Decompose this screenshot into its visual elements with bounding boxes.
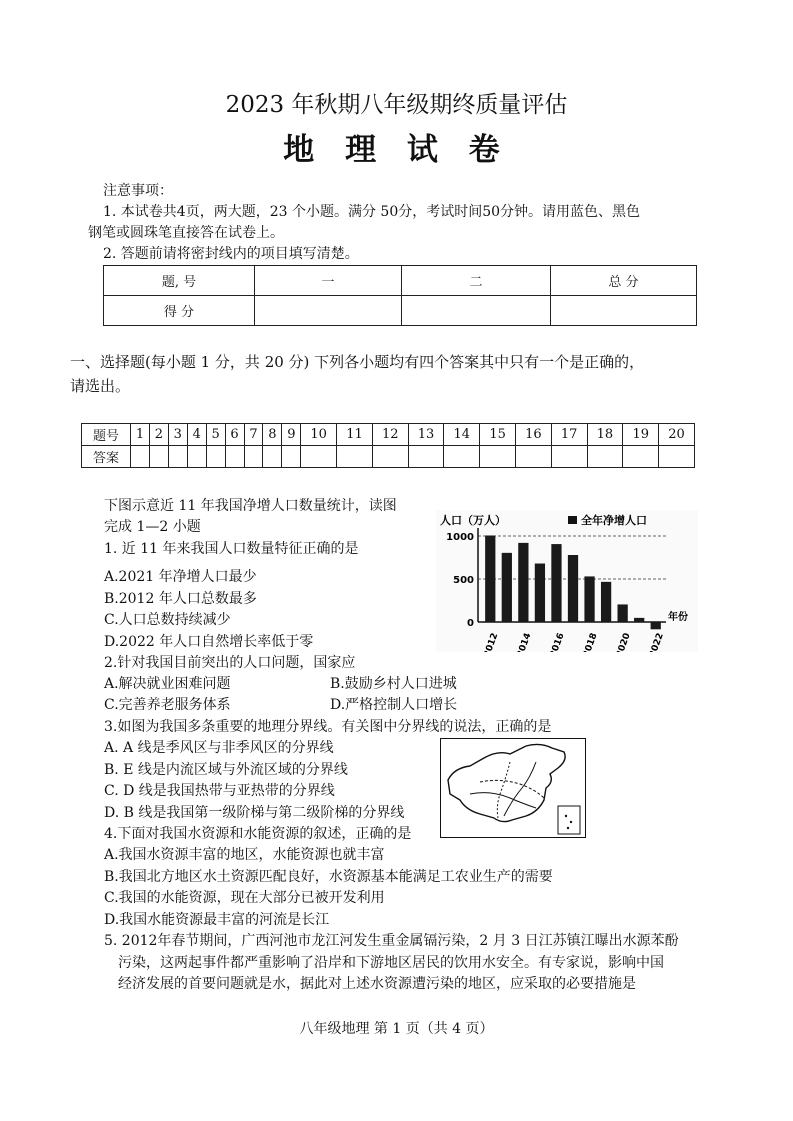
section1-line2: 请选出。 <box>70 377 131 395</box>
q2-stem: 2.针对我国目前突出的人口问题，国家应 <box>104 655 356 671</box>
question-number-cell: 11 <box>337 424 373 446</box>
q1-option-d: D.2022 年人口自然增长率低于零 <box>104 634 314 650</box>
question-number-cell: 16 <box>515 424 551 446</box>
q5-line3: 经济发展的首要问题就是水，据此对上述水资源遭污染的地区，应采取的必要措施是 <box>118 976 636 992</box>
x-tick-label: 2020 <box>614 631 633 652</box>
y-tick-label: 1000 <box>446 532 474 543</box>
population-bar <box>518 543 528 622</box>
score-header-cell: 题, 号 <box>104 266 255 296</box>
question-number-cell: 13 <box>408 424 444 446</box>
q1-stem: 1. 近 11 年来我国人口数量特征正确的是 <box>104 541 359 557</box>
answer-input-cell[interactable] <box>168 446 187 468</box>
china-map-svg <box>440 738 586 838</box>
answer-input-cell[interactable] <box>282 446 301 468</box>
answer-input-cell[interactable] <box>187 446 206 468</box>
q3-option-a: A. A 线是季风区与非季风区的分界线 <box>104 740 334 756</box>
score-row <box>104 296 697 326</box>
q4-option-b: B.我国北方地区水土资源匹配良好，水资源基本能满足工农业生产的需要 <box>104 869 553 885</box>
score-input-cell[interactable] <box>402 296 551 326</box>
q2-option-b: B.鼓励乡村人口进城 <box>330 676 457 692</box>
question-number-cell: 17 <box>551 424 587 446</box>
score-row-label: 得 分 <box>104 296 255 326</box>
answer-input-cell[interactable] <box>623 446 659 468</box>
population-chart-svg <box>436 510 698 652</box>
q2-option-a: A.解决就业困难问题 <box>104 676 231 692</box>
score-input-cell[interactable] <box>255 296 402 326</box>
population-bar <box>634 618 644 622</box>
question-number-cell: 19 <box>623 424 659 446</box>
question-number-cell: 14 <box>444 424 480 446</box>
question-number-cell: 9 <box>282 424 301 446</box>
answer-table <box>81 423 695 468</box>
q4-option-c: C.我国的水能资源，现在大部分已被开发利用 <box>104 890 385 906</box>
score-input-cell[interactable] <box>551 296 697 326</box>
population-bar <box>651 622 661 629</box>
answer-number-row <box>82 424 695 446</box>
y-tick-label: 0 <box>467 618 474 629</box>
legend-label: 全年净增人口 <box>581 514 647 527</box>
answer-input-cell[interactable] <box>244 446 263 468</box>
answer-input-cell[interactable] <box>408 446 444 468</box>
q5-line1: 5. 2012年春节期间，广西河池市龙江河发生重金属镉污染，2 月 3 日江苏镇江曝出水源苯酚 <box>104 933 679 949</box>
q4-option-a: A.我国水资源丰富的地区，水能资源也就丰富 <box>104 847 385 863</box>
question-number-cell: 4 <box>187 424 206 446</box>
q2-option-c: C.完善养老服务体系 <box>104 697 231 713</box>
answer-input-cell[interactable] <box>587 446 623 468</box>
x-tick-label: 2012 <box>482 631 501 652</box>
population-bar <box>584 576 594 622</box>
q2-option-d: D.严格控制人口增长 <box>330 697 458 713</box>
question-number-cell: 8 <box>263 424 282 446</box>
question-number-cell: 5 <box>206 424 225 446</box>
score-table <box>103 265 697 326</box>
q1-option-a: A.2021 年净增人口最少 <box>104 569 257 585</box>
population-bar <box>601 582 611 622</box>
answer-input-cell[interactable] <box>480 446 516 468</box>
question-number-cell: 6 <box>225 424 244 446</box>
answer-row-label: 答案 <box>82 446 131 468</box>
section1-line1: 一、选择题(每小题 1 分，共 20 分) 下列各小题均有四个答案其中只有一个是正确的， <box>70 353 645 371</box>
q5-line2: 污染，这两起事件都严重影响了沿岸和下游地区居民的饮用水安全。有专家说，影响中国 <box>118 955 664 971</box>
answer-input-cell[interactable] <box>206 446 225 468</box>
population-bar <box>535 564 545 622</box>
x-tick-label: 2014 <box>515 631 534 652</box>
q4-stem: 4.下面对我国水资源和水能资源的叙述，正确的是 <box>104 826 412 842</box>
q3-stem: 3.如图为我国多条重要的地理分界线。有关图中分界线的说法，正确的是 <box>104 719 552 735</box>
q4-option-d: D.我国水能资源最丰富的河流是长江 <box>104 912 330 928</box>
y-axis-label: 人口（万人） <box>440 514 506 527</box>
answer-input-cell[interactable] <box>263 446 282 468</box>
answer-input-cell[interactable] <box>225 446 244 468</box>
population-bar <box>485 535 495 622</box>
score-header-cell: 一 <box>255 266 402 296</box>
answer-input-cell[interactable] <box>659 446 695 468</box>
notes-line1b: 钢笔或圆珠笔直接答在试卷上。 <box>88 225 284 241</box>
exam-title: 2023 年秋期八年级期终质量评估 <box>225 92 568 118</box>
population-bar <box>568 555 578 622</box>
question-number-cell: 3 <box>168 424 187 446</box>
answer-row <box>82 446 695 468</box>
question-number-cell: 20 <box>659 424 695 446</box>
score-header-row <box>104 266 697 296</box>
page-footer: 八年级地理 第 1 页（共 4 页） <box>299 1021 494 1037</box>
answer-input-cell[interactable] <box>131 446 150 468</box>
notes-line2: 2. 答题前请将密封线内的项目填写清楚。 <box>103 246 359 262</box>
answer-input-cell[interactable] <box>444 446 480 468</box>
legend-swatch <box>568 516 577 524</box>
question-number-cell: 18 <box>587 424 623 446</box>
population-bar <box>551 544 561 622</box>
population-bar <box>502 553 512 622</box>
q1-option-b: B.2012 年人口总数最多 <box>104 591 257 607</box>
answer-number-label: 题号 <box>82 424 131 446</box>
population-bar <box>618 604 628 622</box>
question-number-cell: 2 <box>149 424 168 446</box>
score-header-cell: 二 <box>402 266 551 296</box>
subject-title: 地 理 试 卷 <box>283 132 510 168</box>
answer-input-cell[interactable] <box>372 446 408 468</box>
q3-option-c: C. D 线是我国热带与亚热带的分界线 <box>104 783 335 799</box>
y-tick-label: 500 <box>453 575 474 586</box>
intro-line1: 下图示意近 11 年我国净增人口数量统计，读图 <box>104 498 397 514</box>
x-axis-label: 年份 <box>668 612 688 623</box>
score-header-cell: 总 分 <box>551 266 697 296</box>
question-number-cell: 1 <box>131 424 150 446</box>
answer-input-cell[interactable] <box>301 446 337 468</box>
notes-line1: 1. 本试卷共4页，两大题，23 个小题。满分 50分，考试时间50分钟。请用蓝色、黑色 <box>103 204 641 220</box>
notes-heading: 注意事项： <box>103 183 173 199</box>
q3-option-b: B. E 线是内流区域与外流区域的分界线 <box>104 762 348 778</box>
answer-input-cell[interactable] <box>515 446 551 468</box>
question-number-cell: 12 <box>372 424 408 446</box>
x-tick-label: 2016 <box>548 631 567 652</box>
population-chart <box>436 510 698 652</box>
question-number-cell: 10 <box>301 424 337 446</box>
question-number-cell: 15 <box>480 424 516 446</box>
china-boundary-map <box>440 738 586 838</box>
x-tick-label: 2018 <box>581 631 600 652</box>
answer-input-cell[interactable] <box>149 446 168 468</box>
q1-option-c: C.人口总数持续减少 <box>104 612 231 628</box>
question-number-cell: 7 <box>244 424 263 446</box>
answer-input-cell[interactable] <box>337 446 373 468</box>
answer-input-cell[interactable] <box>551 446 587 468</box>
q3-option-d: D. B 线是我国第一级阶梯与第二级阶梯的分界线 <box>104 805 405 821</box>
intro-line2: 完成 1—2 小题 <box>104 519 201 535</box>
x-tick-label: 2022 <box>647 631 666 652</box>
